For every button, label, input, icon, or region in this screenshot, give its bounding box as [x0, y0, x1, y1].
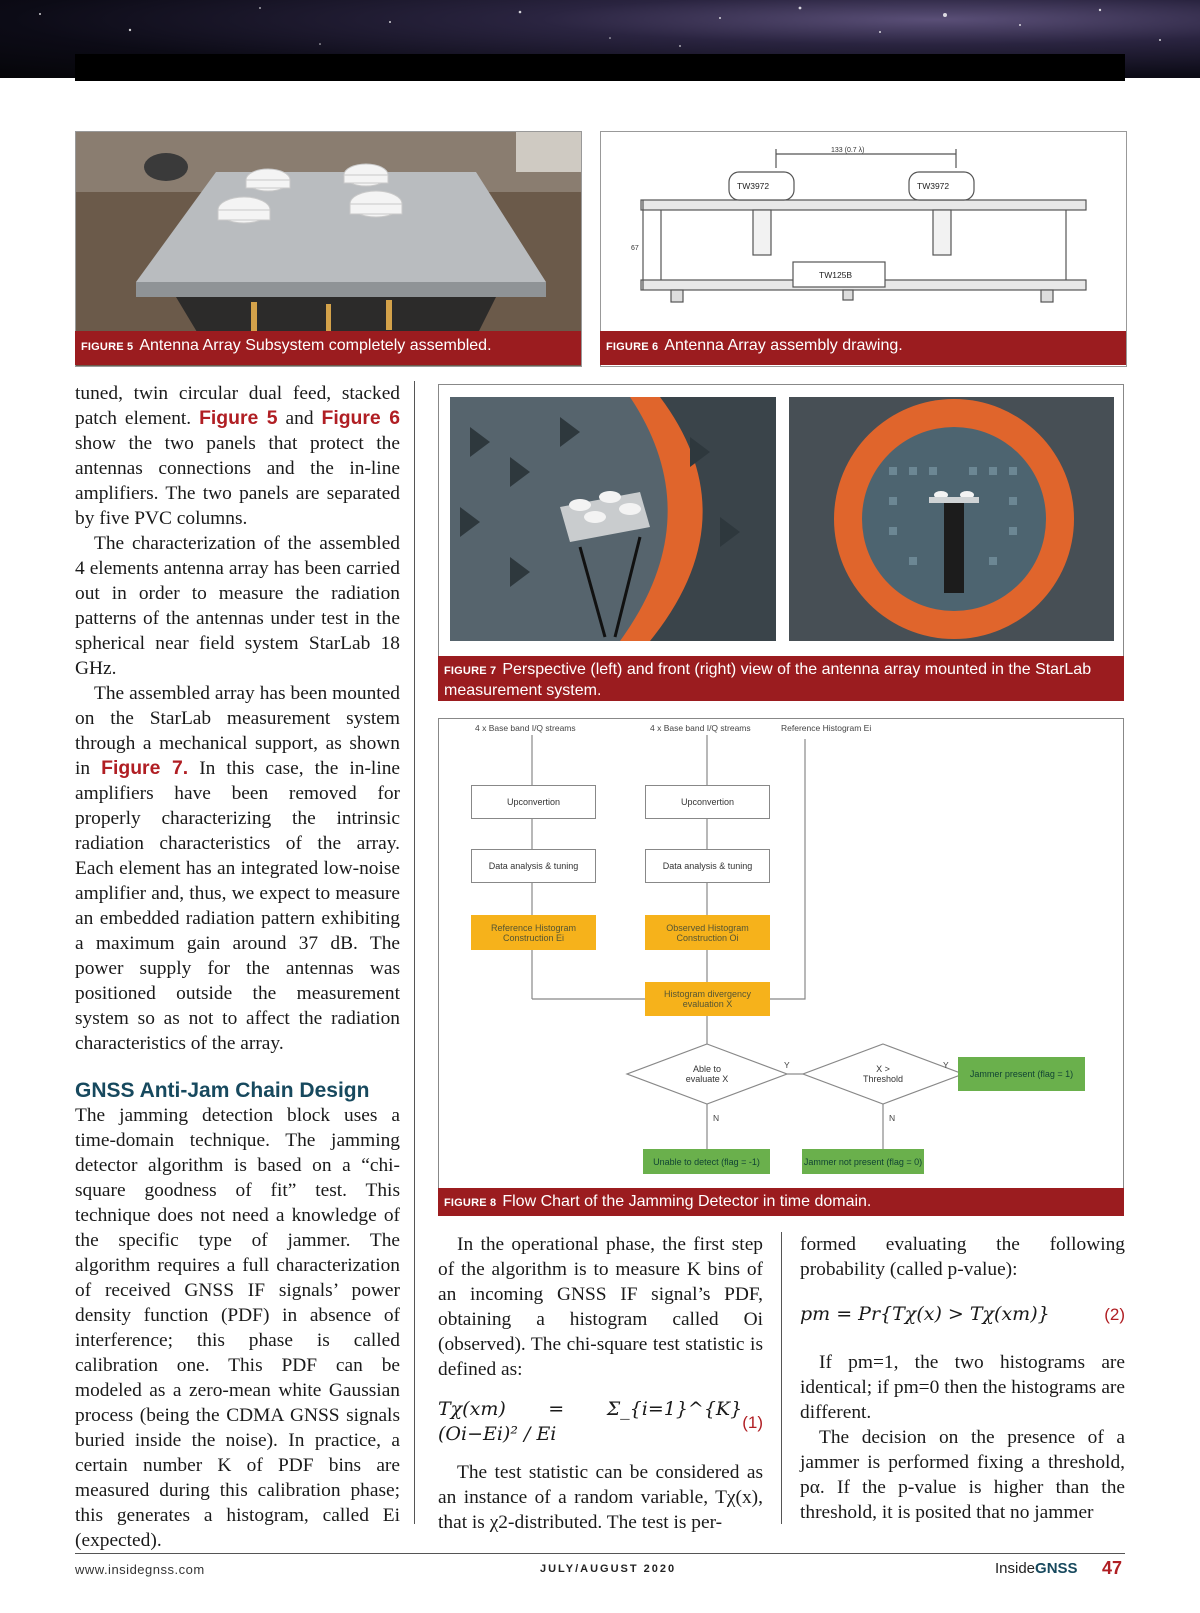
figure-5-tag: FIGURE 5 [81, 341, 134, 353]
figure-6-caption-text: Antenna Array assembly drawing. [664, 337, 903, 354]
left-p1-text-a: tuned, twin circular dual feed, stacked patch element. [75, 383, 400, 429]
dim-spacing-label: 133 (0.7 λ) [831, 147, 865, 154]
left-paragraph-2: The characterization of the assembled 4 elements antenna array has been carried out in order to measure the radiation patterns of the antennas under test in the spherical near field system StarLab 18 GHz. [75, 533, 400, 679]
figure-7-reference: Figure 7. [101, 757, 189, 779]
footer-brand-gnss: GNSS [1035, 1560, 1078, 1577]
right-paragraph-3: The decision on the presence of a jammer is performed fixing a threshold, pα. If the p-value is higher than the threshold, it is posited that no jammer [800, 1427, 1125, 1523]
fc-no-2: N [889, 1113, 896, 1123]
page-number: 47 [1102, 1558, 1123, 1578]
figure-5-reference: Figure 5 [199, 407, 278, 429]
figure-6-caption [600, 331, 1126, 365]
figure-7-caption [438, 656, 1124, 701]
fc-input-1: 4 x Base band I/Q streams [475, 723, 576, 733]
chamber-front-photo [789, 397, 1114, 641]
equation-2: pm = Pr{Tχ(x) > Tχ(xm)} [800, 1302, 1050, 1325]
right-paragraph-1: formed evaluating the following probability (called p-value): [800, 1234, 1125, 1280]
equation-1-row [438, 1388, 763, 1456]
footer-url[interactable]: www.insidegnss.com [75, 1562, 205, 1577]
fc-upconvertion-1: Upconvertion [471, 785, 596, 819]
footer-issue-date: JULY/AUGUST 2020 [540, 1563, 677, 1575]
middle-paragraph-2: The test statistic can be considered as an instance of a random variable, Tχ(x), that is χ2-distributed. The test is per- [438, 1462, 763, 1533]
left-p1-text-b: show the two panels that protect the antennas connections and the in-line amplifiers. The two panels are separated by five PVC columns. [75, 433, 400, 529]
fc-jammer-present: Jammer present (flag = 1) [958, 1057, 1085, 1091]
header-black-bar [75, 54, 1125, 81]
middle-paragraph-1: In the operational phase, the first step of the algorithm is to measure K bins of an incoming GNSS IF signal’s PDF, obtaining a histogram called Oi (observed). The chi-square test statistic is defined as: [438, 1234, 763, 1380]
left-antenna-label: TW3972 [737, 181, 770, 191]
fc-yes-2: Y [943, 1060, 949, 1070]
fc-no-1: N [713, 1113, 720, 1123]
fc-observed-histogram: Observed Histogram Construction Oi [645, 915, 770, 950]
figure-8-caption-text: Flow Chart of the Jamming Detector in time domain. [502, 1193, 872, 1210]
equation-1: Tχ(xm) = Σ_{i=1}^{K} (Oi−Ei)² / Ei [438, 1398, 743, 1445]
fc-input-3: Reference Histogram Ei [781, 723, 872, 733]
footer-brand [995, 1560, 1078, 1577]
right-antenna-label: TW3972 [917, 181, 950, 191]
fc-able-decision: Able to evaluate X [685, 1064, 729, 1084]
footer-rule [75, 1553, 1125, 1554]
fc-reference-histogram: Reference Histogram Construction Ei [471, 915, 596, 950]
left-paragraph-1 [75, 381, 400, 531]
left-column [75, 381, 400, 1553]
footer-brand-inside: Inside [995, 1560, 1036, 1577]
left-paragraph-3 [75, 681, 400, 1056]
equation-2-number: (2) [1104, 1304, 1125, 1324]
figure-6-reference: Figure 6 [321, 407, 400, 429]
fc-data-analysis-2: Data analysis & tuning [645, 849, 770, 883]
fc-upconvertion-2: Upconvertion [645, 785, 770, 819]
section-heading: GNSS Anti-Jam Chain Design [75, 1079, 370, 1102]
right-paragraph-2: If pm=1, the two histograms are identical; if pm=0 then the histograms are different. [800, 1352, 1125, 1423]
figure-7-caption-text: Perspective (left) and front (right) view of the antenna array mounted in the StarLab measurement system. [444, 661, 1092, 699]
fc-histogram-divergency: Histogram divergency evaluation X [645, 982, 770, 1016]
figure-5-caption [75, 331, 581, 365]
fc-input-2: 4 x Base band I/Q streams [650, 723, 751, 733]
figure-8-frame [438, 718, 1124, 1191]
figure-8-caption [438, 1188, 1124, 1216]
column-divider [781, 1232, 782, 1524]
fc-data-analysis-1: Data analysis & tuning [471, 849, 596, 883]
fc-jammer-not-present: Jammer not present (flag = 0) [802, 1149, 924, 1174]
figure-7-tag: FIGURE 7 [444, 665, 497, 677]
right-column [800, 1232, 1125, 1525]
figure-5-caption-text: Antenna Array Subsystem completely assembled. [139, 337, 492, 354]
left-p3-text-a: The assembled array has been mounted on the StarLab measurement system through a mechanical support, as shown in [75, 683, 400, 779]
amplifier-label: TW125B [819, 270, 853, 280]
figure-8-tag: FIGURE 8 [444, 1197, 497, 1209]
chamber-perspective-photo [450, 397, 776, 641]
left-p1-and: and [285, 408, 314, 429]
left-p3-text-b: In this case, the in-line amplifiers have been removed for properly characterizing the intrinsic radiation characteristics of the array. Each element has an integrated low-noise amplifier and, thus, we expect to measure an embedded radiation pattern exhibiting a maximum gain around 37 dB. The power supply for the antennas was positioned outside the measurement system so as not to affect the radiation characteristics of the array. [75, 758, 401, 1054]
equation-2-row [800, 1288, 1125, 1340]
figure-6-tag: FIGURE 6 [606, 341, 659, 353]
left-column-divider [414, 381, 415, 1524]
middle-column [438, 1232, 763, 1535]
left-paragraph-4: The jamming detection block uses a time-domain technique. The jamming detector algorithm is based on a “chi-square goodness of fit” test. This technique does not need a knowledge of the specific type of jammer. The algorithm requires a full characterization of received GNSS IF signals’ power density function (PDF) in absence of interference; this phase is called calibration one. This PDF can be modeled as a zero-mean white Gaussian process (being the CDMA GNSS signals buried inside the noise). In practice, a certain number K of PDF bins are measured during this calibration phase; this generates a histogram, called Ei (expected). [75, 1105, 400, 1551]
fc-threshold-decision: X > Threshold [862, 1064, 904, 1084]
fc-unable-to-detect: Unable to detect (flag = -1) [643, 1149, 770, 1174]
height-label: 67 [631, 245, 639, 252]
fc-yes-1: Y [784, 1060, 790, 1070]
equation-1-number: (1) [742, 1412, 763, 1432]
